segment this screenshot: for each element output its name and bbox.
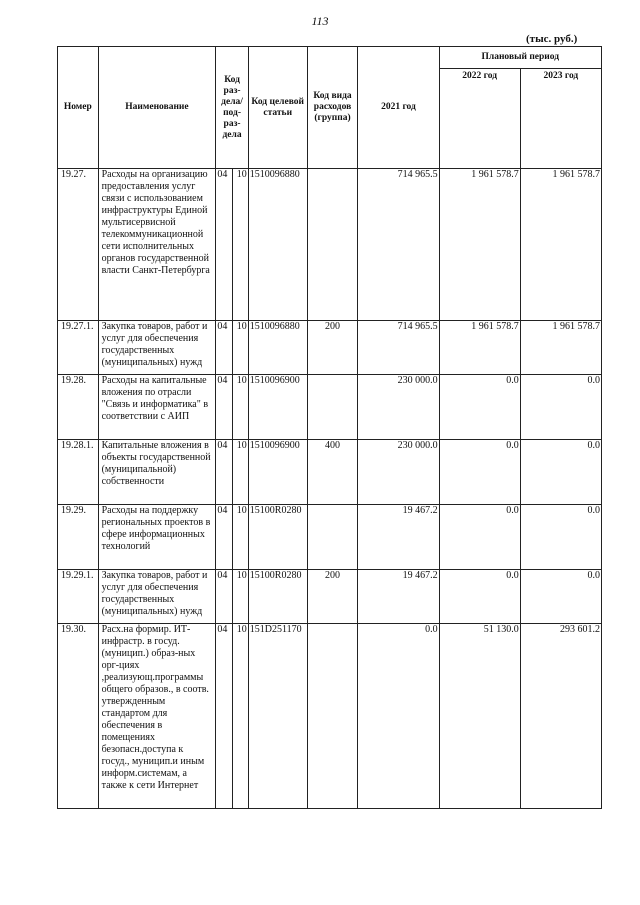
row-section: 04 [216, 169, 232, 321]
row-number: 19.28. [58, 375, 99, 440]
table-row [58, 570, 602, 624]
row-2022: 0.0 [439, 505, 520, 570]
row-2022: 1 961 578.7 [439, 321, 520, 375]
row-expense-type: 400 [307, 440, 358, 505]
row-target-code: 15100R0280 [248, 505, 307, 570]
header-target-code: Код целевой статьи [248, 47, 307, 169]
row-2022: 1 961 578.7 [439, 169, 520, 321]
header-expense-type: Код вида расходов (группа) [307, 47, 358, 169]
row-expense-type: 200 [307, 570, 358, 624]
row-2023: 0.0 [520, 375, 601, 440]
header-planned-period: Плановый период [439, 47, 601, 69]
table-row [58, 169, 602, 321]
table-row [58, 321, 602, 375]
header-number: Номер [58, 47, 99, 169]
units-label: (тыс. руб.) [526, 33, 578, 45]
row-target-code: 1510096900 [248, 375, 307, 440]
row-2022: 0.0 [439, 440, 520, 505]
row-section: 04 [216, 375, 232, 440]
row-subsection: 10 [232, 321, 248, 375]
table-row [58, 624, 602, 809]
page-number: 113 [311, 14, 329, 28]
row-name: Расходы на поддержку региональных проектов в сфере информационных технологий [98, 505, 216, 570]
row-section: 04 [216, 570, 232, 624]
header-2022: 2022 год [439, 69, 520, 169]
row-2021: 19 467.2 [358, 505, 439, 570]
row-subsection: 10 [232, 570, 248, 624]
row-2021: 714 965.5 [358, 321, 439, 375]
row-name: Расходы на организацию предоставления услуг связи с использованием инфраструктуры Единой мультисервисной телекоммуникационной сети исполнительных органов государственной власти Санкт-Петербурга [98, 169, 216, 321]
row-section: 04 [216, 624, 232, 809]
row-name: Закупка товаров, работ и услуг для обеспечения государственных (муниципальных) нужд [98, 321, 216, 375]
row-target-code: 1510096880 [248, 169, 307, 321]
row-number: 19.30. [58, 624, 99, 809]
header-2021: 2021 год [358, 47, 439, 169]
row-2021: 0.0 [358, 624, 439, 809]
table-row [58, 375, 602, 440]
row-2023: 1 961 578.7 [520, 169, 601, 321]
row-2021: 230 000.0 [358, 440, 439, 505]
row-subsection: 10 [232, 440, 248, 505]
row-expense-type [307, 375, 358, 440]
header-2023: 2023 год [520, 69, 601, 169]
row-subsection: 10 [232, 169, 248, 321]
row-number: 19.29. [58, 505, 99, 570]
row-name: Капитальные вложения в объекты государственной (муниципальной) собственности [98, 440, 216, 505]
row-number: 19.28.1. [58, 440, 99, 505]
row-2022: 0.0 [439, 375, 520, 440]
header-section: Код раз-дела/ под-раз-дела [216, 47, 248, 169]
row-number: 19.27.1. [58, 321, 99, 375]
row-2022: 0.0 [439, 570, 520, 624]
row-name: Расходы на капитальные вложения по отрасли "Связь и информатика" в соответствии с АИП [98, 375, 216, 440]
row-target-code: 1510096880 [248, 321, 307, 375]
row-2022: 51 130.0 [439, 624, 520, 809]
row-subsection: 10 [232, 505, 248, 570]
row-target-code: 1510096900 [248, 440, 307, 505]
row-expense-type [307, 169, 358, 321]
row-section: 04 [216, 505, 232, 570]
row-expense-type [307, 505, 358, 570]
row-2021: 230 000.0 [358, 375, 439, 440]
row-name: Расх.на формир. ИТ-инфрастр. в госуд. (муницип.) образ-ных орг-циях ,реализующ.программы общего образов., в соотв. утвержденным стандартом для обеспечения в помещениях безопасн.доступа к госуд., муницип.и иным информ.системам, а также к сети Интернет [98, 624, 216, 809]
row-2023: 1 961 578.7 [520, 321, 601, 375]
row-target-code: 151D251170 [248, 624, 307, 809]
row-2023: 293 601.2 [520, 624, 601, 809]
row-2021: 19 467.2 [358, 570, 439, 624]
header-name: Наименование [98, 47, 216, 169]
row-2023: 0.0 [520, 570, 601, 624]
row-2023: 0.0 [520, 505, 601, 570]
row-subsection: 10 [232, 375, 248, 440]
row-subsection: 10 [232, 624, 248, 809]
row-2023: 0.0 [520, 440, 601, 505]
budget-table [57, 46, 602, 809]
table-row [58, 440, 602, 505]
row-expense-type [307, 624, 358, 809]
row-number: 19.29.1. [58, 570, 99, 624]
row-section: 04 [216, 440, 232, 505]
row-section: 04 [216, 321, 232, 375]
table-row [58, 505, 602, 570]
row-2021: 714 965.5 [358, 169, 439, 321]
row-expense-type: 200 [307, 321, 358, 375]
row-number: 19.27. [58, 169, 99, 321]
row-target-code: 15100R0280 [248, 570, 307, 624]
row-name: Закупка товаров, работ и услуг для обеспечения государственных (муниципальных) нужд [98, 570, 216, 624]
